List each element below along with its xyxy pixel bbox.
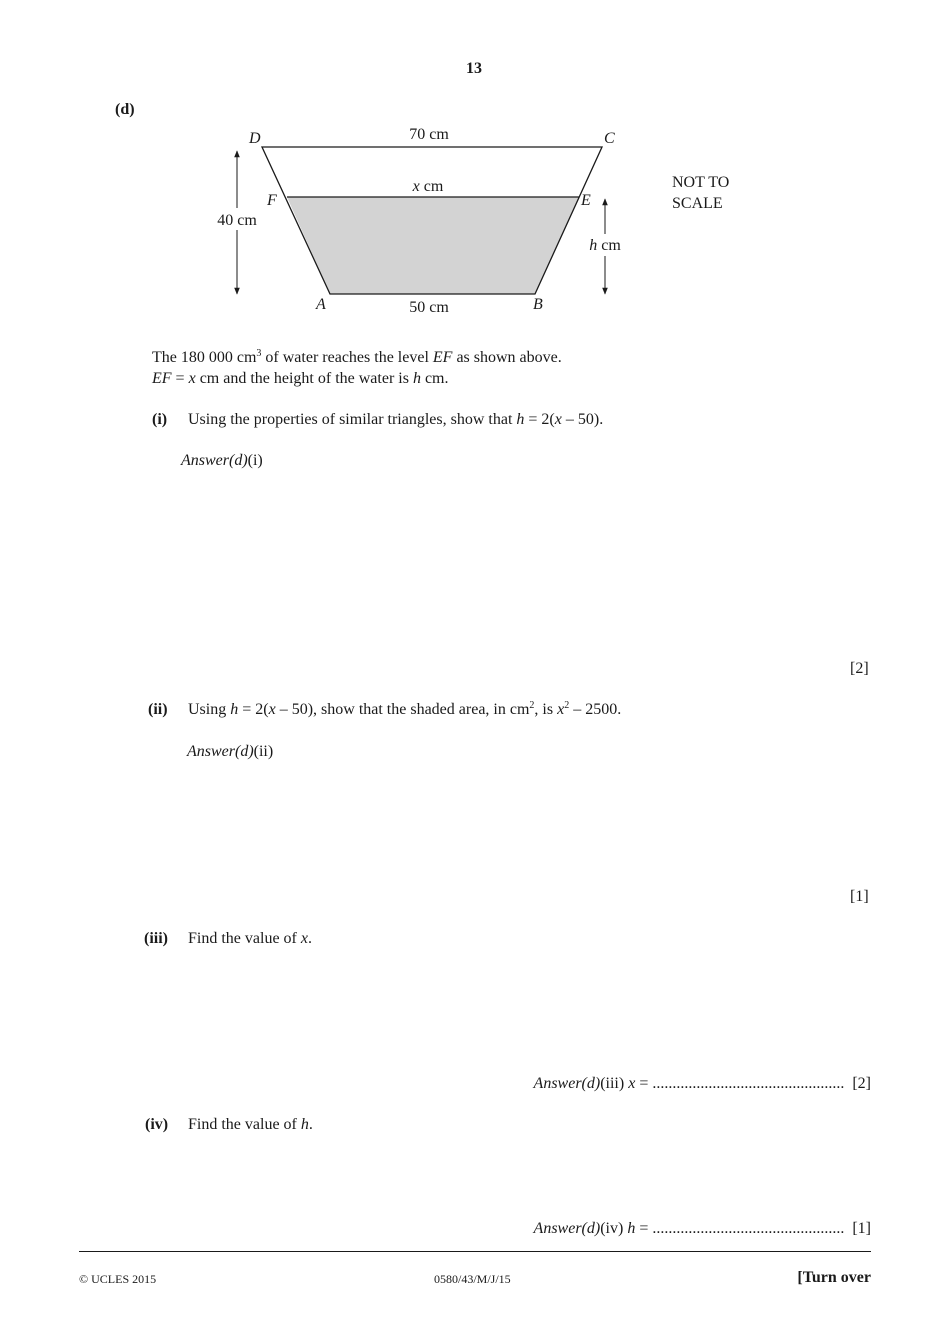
marks-ii: [1] <box>850 888 869 905</box>
height-label-40: 40 cm <box>217 212 257 229</box>
page-number: 13 <box>466 60 482 77</box>
answer-ii: Answer(d)(ii) <box>187 743 274 760</box>
trapezium-diagram <box>0 0 950 330</box>
question-iii-label: (iii) <box>144 930 168 947</box>
answer-iii-line: Answer(d)(iii) x = ................................................ [2] <box>533 1075 871 1092</box>
question-i-label: (i) <box>152 411 168 428</box>
bottom-width-label: 50 cm <box>409 299 449 316</box>
footer-turn-over: [Turn over <box>797 1269 871 1286</box>
question-ii-text: Using h = 2(x – 50), show that the shaded area, in $cm^2$, is $x^2 - 2500$. <box>188 700 622 718</box>
vertex-f: F <box>267 192 277 209</box>
question-iii-text: Find the value of x. <box>188 930 312 947</box>
question-i-text: Using the properties of similar triangles, show that h = 2(x – 50). <box>188 411 604 428</box>
intro-line-1: The 180 000 $cm^3$ of water reaches the level EF as shown above. <box>152 348 562 366</box>
vertex-c: C <box>604 130 615 147</box>
part-label: (d) <box>115 101 135 118</box>
vertex-d: D <box>249 130 261 147</box>
marks-iii: [2] <box>852 1075 871 1092</box>
scale-note-line1: NOT TO <box>672 174 730 191</box>
water-region <box>287 197 579 294</box>
vertex-a: A <box>316 296 326 313</box>
question-ii-label: (ii) <box>148 701 168 718</box>
marks-i: [2] <box>850 660 869 677</box>
water-height-label: h cm <box>589 237 621 254</box>
question-iv-label: (iv) <box>145 1116 169 1133</box>
footer-copyright: © UCLES 2015 <box>79 1272 157 1286</box>
answer-iv-line: Answer(d)(iv) h = ................................................ [1] <box>533 1220 871 1237</box>
vertex-b: B <box>533 296 543 313</box>
question-iv-text: Find the value of h. <box>188 1116 313 1133</box>
intro-line-2: EF = x cm and the height of the water is h cm. <box>152 370 449 387</box>
scale-note-line2: SCALE <box>672 195 723 212</box>
top-width-label: 70 cm <box>409 126 449 143</box>
vertex-e: E <box>581 192 591 209</box>
footer-paper-code: 0580/43/M/J/15 <box>434 1272 511 1286</box>
water-width-label: x cm <box>412 178 444 195</box>
marks-iv: [1] <box>852 1220 871 1237</box>
footer-rule <box>79 1251 871 1252</box>
answer-i: Answer(d)(i) <box>181 452 263 469</box>
